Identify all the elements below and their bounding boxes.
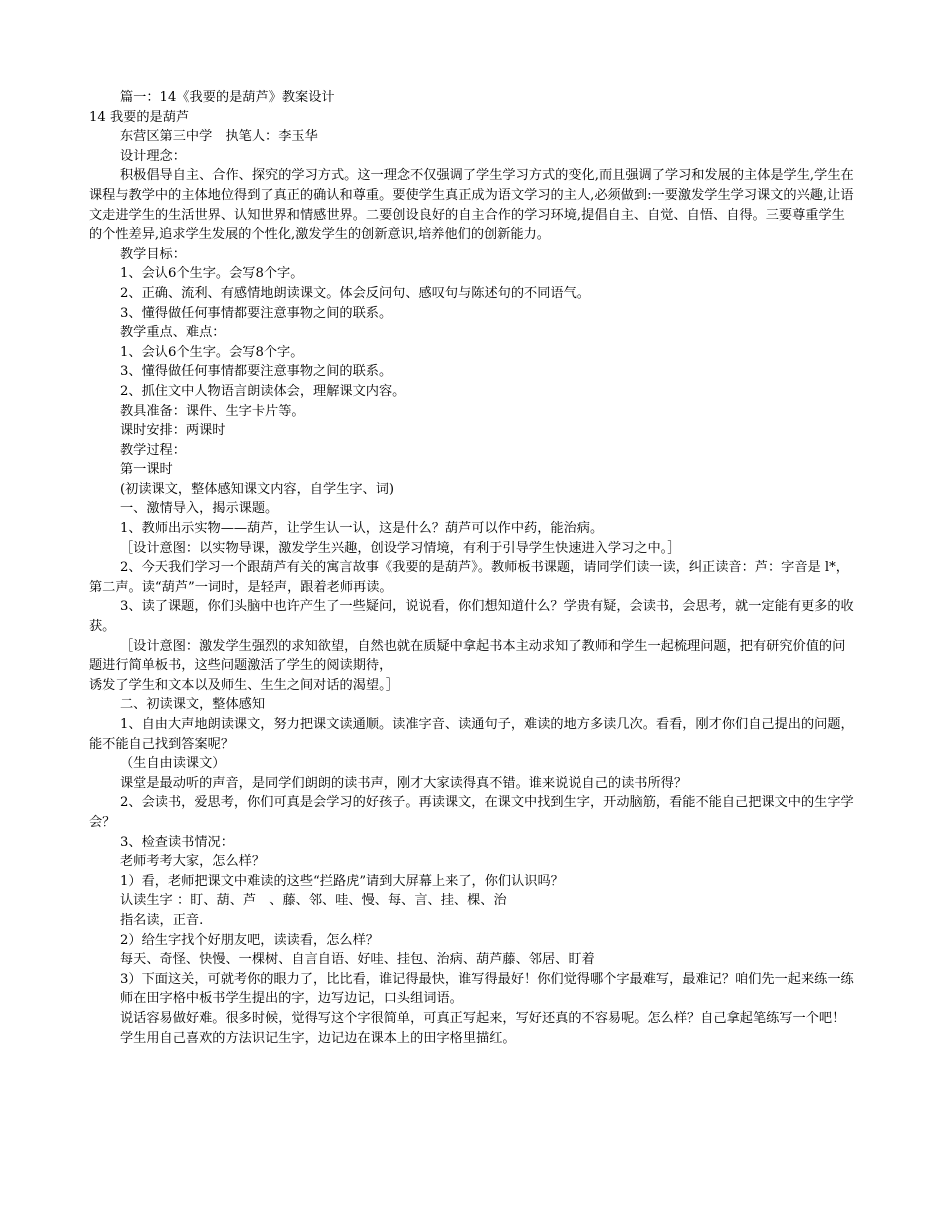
paragraph: 说话容易做好难。很多时候，觉得写这个字很简单，可真正写起来，写好还真的不容易呢。怎么样？自己拿起笔练写一个吧！ xyxy=(120,1010,846,1026)
paragraph: 学生用自己喜欢的方法识记生字，边记边在课本上的田字格里描红。 xyxy=(120,1030,516,1046)
paragraph: 老师考考大家，怎么样？ xyxy=(120,854,266,870)
paragraph: 东营区第三中学 执笔人：李玉华 xyxy=(120,129,318,145)
paragraph: 教学目标： xyxy=(120,246,186,262)
paragraph: 2、抓住文中人物语言朗读体会，理解课文内容。 xyxy=(120,383,406,399)
paragraph: 2、今天我们学习一个跟葫芦有关的寓言故事《我要的是葫芦》。教师板书课题，请同学们读一读，纠正读音：芦：字音是 l*，第二声。读“葫芦”一词时，是轻声，跟着老师再读。 xyxy=(89,560,849,595)
paragraph: (初读课文，整体感知课文内容，自学生字、词) xyxy=(120,481,395,497)
paragraph: 师在田字格中板书学生提出的字，边写边记，口头组词语。 xyxy=(120,991,463,1007)
paragraph: 1、会认6个生字。会写8个字。 xyxy=(120,266,304,282)
paragraph: 3、读了课题，你们头脑中也许产生了一些疑问，说说看，你们想知道什么？学贵有疑，会读书，会思考，就一定能有更多的收获。 xyxy=(89,599,854,635)
paragraph: 篇一：14《我要的是葫芦》教案设计 xyxy=(120,90,335,105)
paragraph: 1、教师出示实物——葫芦，让学生认一认，这是什么？葫芦可以作中药，能治病。 xyxy=(120,521,604,537)
paragraph: 3、懂得做任何事情都要注意事物之间的联系。 xyxy=(120,364,393,380)
paragraph: 2、正确、流利、有感情地朗读课文。体会反问句、感叹句与陈述句的不同语气。 xyxy=(120,285,590,301)
paragraph: 教具准备：课件、生字卡片等。 xyxy=(120,403,305,419)
paragraph: 2、会读书，爱思考，你们可真是会学习的好孩子。再读课文，在课文中找到生字，开动脑筋，看能不能自己把课文中的生字学会？ xyxy=(89,795,854,830)
paragraph: 课堂是最动听的声音，是同学们朗朗的读书声，刚才大家读得真不错。谁来说说自己的读书所得？ xyxy=(120,775,688,791)
paragraph: 教学重点、难点： xyxy=(120,325,226,341)
paragraph: 2）给生字找个好朋友吧，读读看，怎么样？ xyxy=(120,932,379,948)
paragraph: ［设计意图：激发学生强烈的求知欲望，自然也就在质疑中拿起书本主动求知了教师和学生一起梳理问题，把有研究价值的问题进行简单板书，这些问题激活了学生的阅读期待， xyxy=(89,638,846,674)
paragraph: （生自由读课文） xyxy=(120,756,226,772)
paragraph: 第一课时 xyxy=(120,462,173,478)
paragraph: 诱发了学生和文本以及师生、生生之间对话的渴望。］ xyxy=(89,677,399,693)
paragraph: 3、检查读书情况： xyxy=(120,834,234,850)
paragraph: 认读生字 ：盯、葫、芦 、藤、邻、哇、慢、每、言、挂、棵、治 xyxy=(120,893,507,909)
paragraph: 一、激情导入，揭示课题。 xyxy=(120,501,279,517)
paragraph: 1、会认6个生字。会写8个字。 xyxy=(120,344,304,360)
paragraph: 指名读，正音. xyxy=(120,912,204,928)
paragraph: 每天、奇怪、快慢、一棵树、自言自语、好哇、挂包、治病、葫芦藤、邻居、盯着 xyxy=(120,952,595,968)
paragraph: 设计理念： xyxy=(120,148,186,164)
paragraph: 课时安排：两课时 xyxy=(120,423,226,439)
paragraph: ［设计意图：以实物导课，激发学生兴趣，创设学习情境，有利于引导学生快速进入学习之中。］ xyxy=(120,540,681,556)
paragraph: 3）下面这关，可就考你的眼力了，比比看，谁记得最快，谁写得最好！你们觉得哪个字最难写，最难记？咱们先一起来练一练 xyxy=(120,971,854,987)
paragraph: 1）看，老师把课文中难读的这些“拦路虎”请到大屏幕上来了，你们认识吗？ xyxy=(120,873,564,889)
paragraph: 教学过程： xyxy=(120,442,186,458)
document-body xyxy=(89,88,854,1048)
paragraph: 3、懂得做任何事情都要注意事物之间的联系。 xyxy=(120,305,393,321)
paragraph: 积极倡导自主、合作、探究的学习方式。这一理念不仅强调了学生学习方式的变化,而且强调了学习和发展的主体是学生,学生在课程与教学中的主体地位得到了真正的确认和尊重。要使学生真正成为语文学习的主人,必须做到:一要激发学生学习课文的兴趣,让语文走进学生的生活世界、认知世界和情感世界。二要创设良好的自主合作的学习环境,提倡自主、自觉、自悟、自得。三要尊重学生的个性差异,追求学生发展的个性化,激发学生的创新意识,培养他们的创新能力。 xyxy=(89,168,854,243)
paragraph: 14 我要的是葫芦 xyxy=(89,109,190,125)
paragraph: 1、自由大声地朗读课文，努力把课文读通顺。读准字音、读通句子，难读的地方多读几次。看看，刚才你们自己提出的问题，能不能自己找到答案呢？ xyxy=(89,717,854,752)
paragraph: 二、初读课文，整体感知 xyxy=(120,697,266,713)
